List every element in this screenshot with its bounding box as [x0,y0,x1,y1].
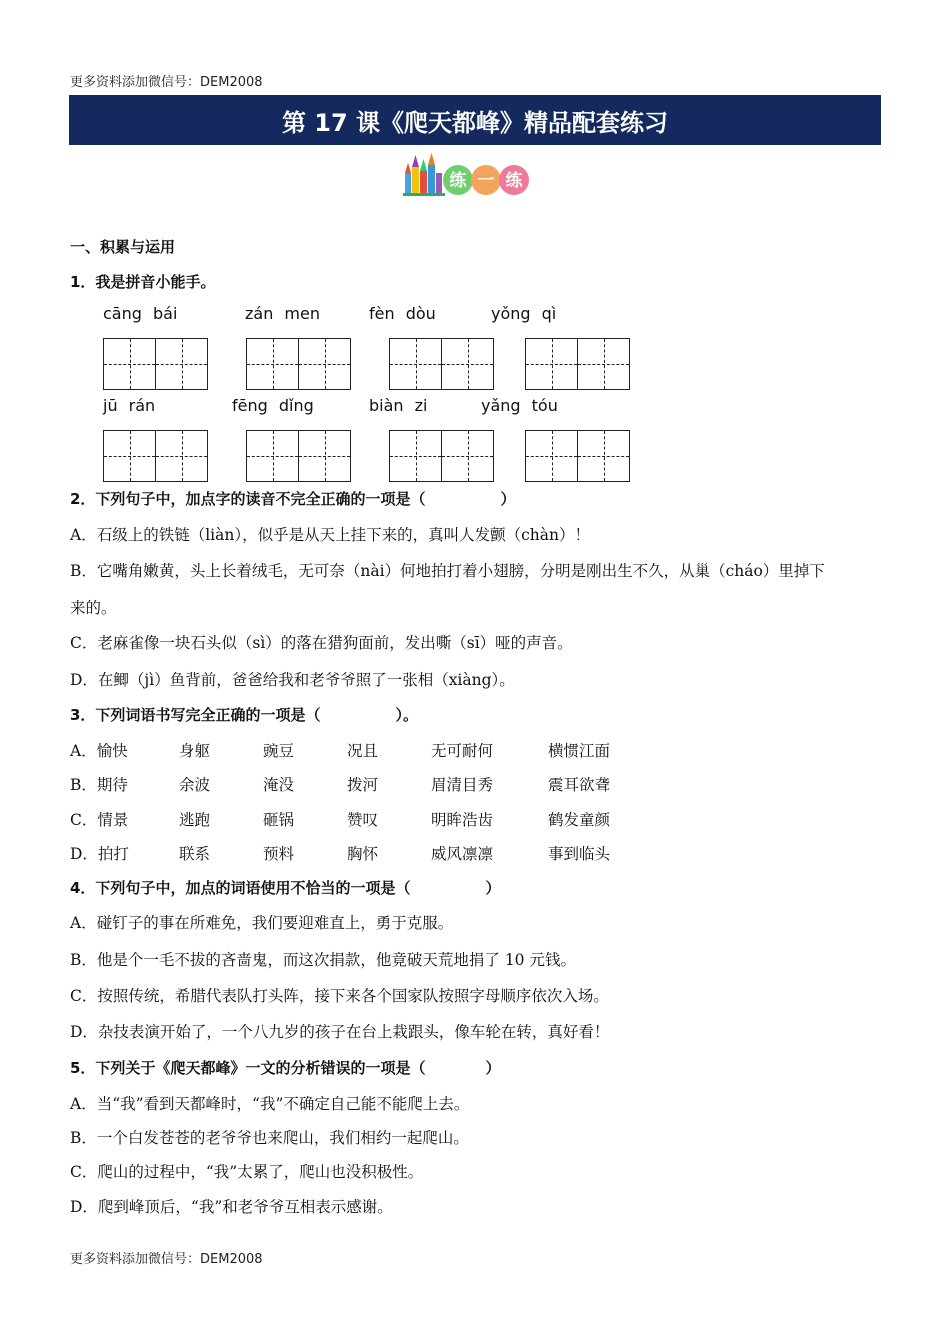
q3-word: 联系 [179,845,211,863]
q4-title: 4．下列句子中，加点的词语使用不恰当的一项是（ ） [70,879,501,897]
practice-logo [403,153,533,197]
q4-option-b: B．他是个一毛不拔的吝啬鬼，而这次捐款，他竟破天荒地捐了 10 元钱。 [70,951,576,969]
q2-option-b-cont: 来的。 [70,599,117,617]
q3-word: 鹤发童颜 [548,811,611,829]
header-note: 更多资料添加微信号：DEM2008 [70,75,263,90]
writing-grid[interactable] [389,430,494,482]
q3-word: 明眸浩齿 [431,811,494,829]
pinyin-1: cāng bái [103,304,178,323]
page-title [69,95,881,145]
q2-option-a: A．石级上的铁链（liàn），似乎是从天上挂下来的，真叫人发颤（chàn）！ [70,526,590,544]
q4-option-c: C．按照传统，希腊代表队打头阵，接下来各个国家队按照字母顺序依次入场。 [70,987,609,1005]
writing-grid[interactable] [246,338,351,390]
q3-word: A．愉快 [70,742,128,760]
q3-word: 砸锅 [263,811,295,829]
q3-word: 事到临头 [548,845,611,863]
writing-grid[interactable] [103,338,208,390]
q2-option-b: B．它嘴角嫩黄，头上长着绒毛，无可奈（nài）何地拍打着小翅膀，分明是刚出生不久，从巢（cháo）里掉下 [70,562,825,580]
q3-word: 豌豆 [263,742,295,760]
writing-grid[interactable] [525,338,630,390]
q5-option-b: B．一个白发苍苍的老爷爷也来爬山，我们相约一起爬山。 [70,1129,469,1147]
pinyin-7: biàn zi [369,396,428,415]
q2-option-d: D．在鲫（jì）鱼背前，爸爸给我和老爷爷照了一张相（xiàng）。 [70,671,515,689]
q2-title: 2．下列句子中，加点字的读音不完全正确的一项是（ ） [70,490,516,508]
q3-word: 赞叹 [347,811,379,829]
q4-option-d: D．杂技表演开始了，一个八九岁的孩子在台上栽跟头，像车轮在转，真好看！ [70,1023,610,1041]
q1-title: 1．我是拼音小能手。 [70,273,216,291]
q3-word: D．拍打 [70,845,129,863]
pinyin-6: fēng dǐng [232,396,314,415]
q3-word: 逃跑 [179,811,211,829]
q3-word: 淹没 [263,776,295,794]
pinyin-3: fèn dòu [369,304,436,323]
q3-word: 身躯 [179,742,211,760]
title-text: 第 17 课《爬天都峰》精品配套练习 [281,108,669,137]
writing-grid[interactable] [389,338,494,390]
pinyin-4: yǒng qì [491,304,557,323]
q5-option-a: A．当“我”看到天都峰时，“我”不确定自己能不能爬上去。 [70,1095,470,1113]
q3-word: 横惯江面 [548,742,611,760]
q5-option-d: D．爬到峰顶后，“我”和老爷爷互相表示感谢。 [70,1198,393,1216]
q3-word: B．期待 [70,776,128,794]
writing-grid[interactable] [103,430,208,482]
pinyin-2: zán men [245,304,320,323]
buildings-icon [403,153,533,197]
q3-word: 余波 [179,776,211,794]
q3-title: 3．下列词语书写完全正确的一项是（ ）。 [70,706,418,724]
q3-word: 况且 [347,742,379,760]
q3-word: 威风凛凛 [431,845,494,863]
q3-word: 眉清目秀 [431,776,494,794]
writing-grid[interactable] [525,430,630,482]
q3-word: 拨河 [347,776,379,794]
logo-char-right: 练 [505,171,523,191]
writing-grid[interactable] [246,430,351,482]
q3-word: 震耳欲聋 [548,776,611,794]
pinyin-8: yǎng tóu [481,396,558,415]
q5-option-c: C．爬山的过程中，“我”太累了，爬山也没积极性。 [70,1163,424,1181]
logo-char-left: 练 [449,171,467,191]
section-heading: 一、积累与运用 [70,238,176,256]
q5-title: 5．下列关于《爬天都峰》一文的分析错误的一项是（ ） [70,1059,501,1077]
q3-word: 预料 [263,845,295,863]
q3-word: 无可耐何 [431,742,494,760]
q2-option-c: C．老麻雀像一块石头似（sì）的落在猎狗面前，发出嘶（sī）哑的声音。 [70,634,573,652]
logo-char-middle: 一 [477,171,495,191]
footer-note: 更多资料添加微信号：DEM2008 [70,1252,263,1267]
q3-word: 胸怀 [347,845,379,863]
q4-option-a: A．碰钉子的事在所难免，我们要迎难直上，勇于克服。 [70,914,454,932]
pinyin-5: jū rán [103,396,156,415]
q3-word: C．情景 [70,811,129,829]
